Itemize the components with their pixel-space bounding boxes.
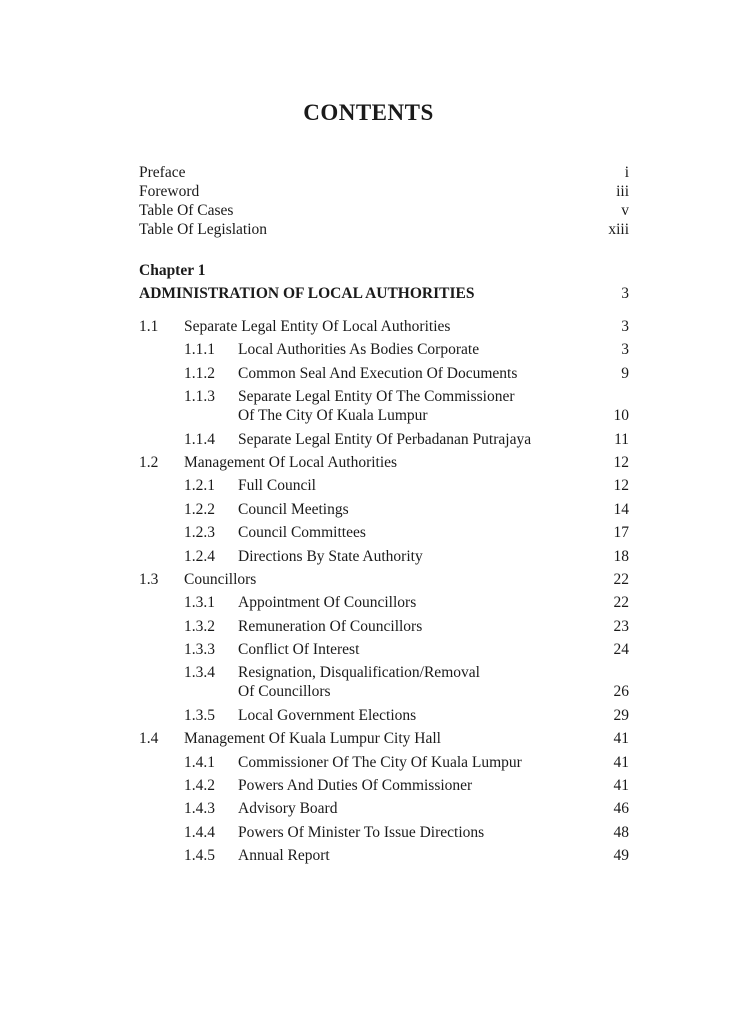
toc-number: 1.4.4 <box>184 823 215 841</box>
toc-title-line: Of Councillors <box>238 683 331 701</box>
toc-number: 1.3.4 <box>184 664 215 682</box>
toc-title-line: Advisory Board <box>238 800 338 818</box>
toc-page-number: 3 <box>621 341 629 359</box>
front-matter-page: xiii <box>608 221 629 238</box>
toc-title-line: Council Committees <box>238 524 366 542</box>
toc-title-line: Powers And Duties Of Commissioner <box>238 777 473 795</box>
toc-number: 1.1.3 <box>184 388 215 406</box>
toc-section[interactable] <box>139 453 629 472</box>
toc-subsection[interactable] <box>139 340 629 359</box>
front-matter-label: Table Of Legislation <box>139 221 268 238</box>
toc-page-number: 12 <box>613 477 629 495</box>
toc-number: 1.2.4 <box>184 547 215 565</box>
toc-title-line: Full Council <box>238 477 316 495</box>
toc-title-line: Resignation, Disqualification/Removal <box>238 664 480 682</box>
toc-number: 1.3 <box>139 570 159 588</box>
toc-subsection[interactable] <box>139 430 629 449</box>
toc-subsection[interactable] <box>139 593 629 612</box>
toc-title-line: Separate Legal Entity Of Perbadanan Putrajaya <box>238 430 532 448</box>
toc-page-number: 41 <box>613 777 629 795</box>
toc-subsection[interactable] <box>139 799 629 818</box>
toc-number: 1.4.3 <box>184 800 215 818</box>
toc-subsection[interactable] <box>139 753 629 772</box>
toc-number: 1.3.3 <box>184 641 215 659</box>
toc-section[interactable] <box>139 317 629 336</box>
toc-page-number: 12 <box>613 453 629 471</box>
toc-title-line: Directions By State Authority <box>238 547 423 565</box>
toc-number: 1.2 <box>139 453 159 471</box>
toc-page-number: 46 <box>613 800 629 818</box>
chapter-heading[interactable] <box>139 285 629 303</box>
toc-number: 1.4 <box>139 730 159 748</box>
chapter-page: 3 <box>621 285 629 302</box>
toc-title-line: Annual Report <box>238 847 330 865</box>
toc-page-number: 10 <box>613 407 629 425</box>
toc-subsection[interactable] <box>139 706 629 725</box>
toc-number: 1.3.5 <box>184 706 215 724</box>
toc-page-number: 9 <box>621 364 629 382</box>
toc-list <box>139 317 629 870</box>
toc-title-line: Council Meetings <box>238 500 349 518</box>
toc-page-number: 49 <box>613 847 629 865</box>
front-matter-item[interactable] <box>139 163 629 182</box>
toc-number: 1.2.2 <box>184 500 215 518</box>
toc-subsection[interactable] <box>139 640 629 659</box>
toc-page-number: 24 <box>613 641 629 659</box>
toc-number: 1.1 <box>139 318 159 335</box>
toc-title-line: Separate Legal Entity Of The Commissioner <box>238 388 515 406</box>
toc-page-number: 18 <box>613 547 629 565</box>
front-matter-label: Preface <box>139 164 186 181</box>
toc-number: 1.3.1 <box>184 594 215 612</box>
toc-title-line: Common Seal And Execution Of Documents <box>238 364 518 382</box>
toc-subsection[interactable] <box>139 617 629 636</box>
front-matter-list <box>139 163 629 239</box>
toc-subsection[interactable] <box>139 846 629 865</box>
toc-page-number: 22 <box>613 570 629 588</box>
toc-subsection[interactable] <box>139 500 629 519</box>
toc-number: 1.1.2 <box>184 364 215 382</box>
toc-title-line: Of The City Of Kuala Lumpur <box>238 407 428 425</box>
toc-page-number: 23 <box>613 617 629 635</box>
toc-title-line: Powers Of Minister To Issue Directions <box>238 823 485 841</box>
toc-title-line: Conflict Of Interest <box>238 641 360 659</box>
chapter-title: ADMINISTRATION OF LOCAL AUTHORITIES <box>139 285 475 302</box>
toc-number: 1.2.1 <box>184 477 215 495</box>
toc-subsection[interactable] <box>139 823 629 842</box>
toc-subsection[interactable] <box>139 663 629 701</box>
toc-page-number: 48 <box>613 823 629 841</box>
toc-page-number: 17 <box>613 524 629 542</box>
front-matter-page: iii <box>616 183 629 200</box>
front-matter-label: Foreword <box>139 183 200 200</box>
toc-title-line: Local Authorities As Bodies Corporate <box>238 341 480 359</box>
front-matter-item[interactable] <box>139 201 629 220</box>
toc-title-line: Remuneration Of Councillors <box>238 617 423 635</box>
toc-subsection[interactable] <box>139 387 629 425</box>
toc-number: 1.4.5 <box>184 847 215 865</box>
toc-section[interactable] <box>139 570 629 589</box>
toc-title-line: Local Government Elections <box>238 706 417 724</box>
toc-subsection[interactable] <box>139 476 629 495</box>
toc-title-line: Management Of Kuala Lumpur City Hall <box>184 730 441 748</box>
toc-page-number: 22 <box>613 594 629 612</box>
toc-title-line: Commissioner Of The City Of Kuala Lumpur <box>238 753 522 771</box>
front-matter-page: v <box>621 202 629 219</box>
toc-title-line: Councillors <box>184 570 257 588</box>
toc-page-number: 14 <box>613 500 629 518</box>
toc-page-number: 3 <box>621 318 629 335</box>
front-matter-label: Table Of Cases <box>139 202 234 219</box>
toc-section[interactable] <box>139 729 629 748</box>
toc-title-line: Separate Legal Entity Of Local Authorities <box>184 318 451 335</box>
front-matter-page: i <box>624 164 629 181</box>
toc-page-number: 41 <box>613 730 629 748</box>
toc-title-line: Appointment Of Councillors <box>238 594 417 612</box>
toc-number: 1.2.3 <box>184 524 215 542</box>
toc-number: 1.1.4 <box>184 430 215 448</box>
toc-subsection[interactable] <box>139 776 629 795</box>
toc-number: 1.4.1 <box>184 753 215 771</box>
toc-page-number: 29 <box>613 706 629 724</box>
toc-page-number: 26 <box>613 683 629 701</box>
toc-subsection[interactable] <box>139 547 629 566</box>
toc-page-number: 11 <box>614 430 629 448</box>
toc-number: 1.1.1 <box>184 341 215 359</box>
toc-title-line: Management Of Local Authorities <box>184 453 398 471</box>
toc-number: 1.3.2 <box>184 617 215 635</box>
toc-number: 1.4.2 <box>184 777 215 795</box>
toc-subsection[interactable] <box>139 523 629 542</box>
page-title: CONTENTS <box>303 100 434 125</box>
toc-subsection[interactable] <box>139 364 629 383</box>
toc-page-number: 41 <box>613 753 629 771</box>
front-matter-item[interactable] <box>139 182 629 201</box>
front-matter-item[interactable] <box>139 220 629 239</box>
chapter-label: Chapter 1 <box>139 262 206 279</box>
